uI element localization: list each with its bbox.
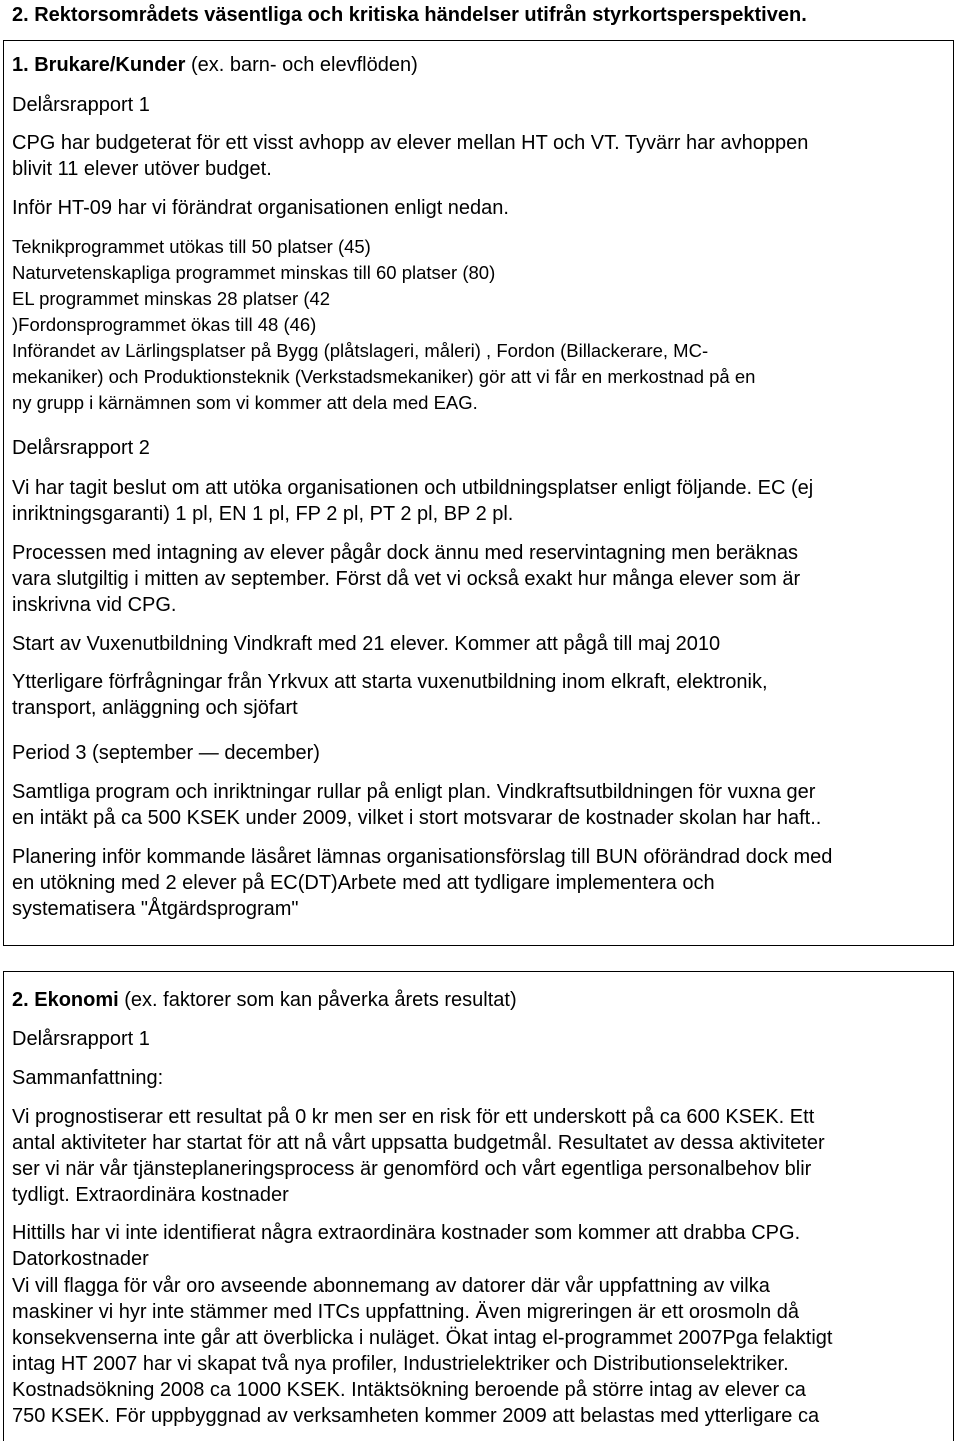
paragraph-line: Ytterligare förfrågningar från Yrkvux att starta vuxenutbildning inom elkraft, elektronik, bbox=[12, 671, 768, 693]
paragraph-line: Datorkostnader bbox=[12, 1248, 149, 1270]
paragraph-line: 750 KSEK. För uppbyggnad av verksamheten kommer 2009 att belastas med ytterligare ca bbox=[12, 1405, 820, 1427]
delarsrapport-2-label: Delårsrapport 2 bbox=[12, 437, 150, 459]
list-line: )Fordonsprogrammet ökas till 48 (46) bbox=[12, 314, 317, 335]
paragraph-line: Kostnadsökning 2008 ca 1000 KSEK. Intäktsökning beroende på större intag av elever ca bbox=[12, 1379, 806, 1401]
paragraph-line: CPG har budgeterat för ett visst avhopp av elever mellan HT och VT. Tyvärr har avhoppen bbox=[12, 132, 809, 154]
paragraph-line: antal aktiviteter har startat för att nå vårt uppsatta budgetmål. Resultatet av dessa aktiviteter bbox=[12, 1132, 825, 1154]
paragraph-line: en utökning med 2 elever på EC(DT)Arbete med att tydligare implementera och bbox=[12, 872, 715, 894]
list-line: EL programmet minskas 28 platser (42 bbox=[12, 288, 331, 309]
list-line: mekaniker) och Produktionsteknik (Verkstadsmekaniker) gör att vi får en merkostnad på en bbox=[12, 366, 756, 387]
paragraph-line: ser vi när vår tjänsteplaneringsprocess är genomförd och vårt egentliga personalbehov blir bbox=[12, 1158, 812, 1180]
paragraph-line: Start av Vuxenutbildning Vindkraft med 21 elever. Kommer att pågå till maj 2010 bbox=[12, 633, 721, 655]
list-line: ny grupp i kärnämnen som vi kommer att dela med EAG. bbox=[12, 392, 478, 413]
box-title-bold: 2. Ekonomi bbox=[12, 989, 119, 1011]
list-line: Teknikprogrammet utökas till 50 platser (45) bbox=[12, 236, 371, 257]
paragraph-line: Vi vill flagga för vår oro avseende abonnemang av datorer där vår uppfattning av vilka bbox=[12, 1275, 770, 1297]
paragraph-line: Vi har tagit beslut om att utöka organisationen och utbildningsplatser enligt följande. EC (ej bbox=[12, 477, 814, 499]
list-line: Naturvetenskapliga programmet minskas till 60 platser (80) bbox=[12, 262, 496, 283]
list-line: Införandet av Lärlingsplatser på Bygg (plåtslageri, måleri) , Fordon (Billackerare, MC- bbox=[12, 340, 709, 361]
paragraph-line: blivit 11 elever utöver budget. bbox=[12, 158, 272, 180]
paragraph-line: Hittills har vi inte identifierat några extraordinära kostnader som kommer att drabba CPG. bbox=[12, 1222, 801, 1244]
section-heading: 2. Rektorsområdets väsentliga och kritiska händelser utifrån styrkortsperspektiven. bbox=[12, 4, 807, 26]
paragraph-line: inskrivna vid CPG. bbox=[12, 594, 177, 616]
paragraph-line: vara slutgiltig i mitten av september. Först då vet vi också exakt hur många elever som är bbox=[12, 568, 801, 590]
paragraph-line: tydligt. Extraordinära kostnader bbox=[12, 1184, 289, 1206]
brukare-kunder-box bbox=[3, 40, 954, 946]
paragraph-line: maskiner vi hyr inte stämmer med ITCs uppfattning. Även migreringen är ett orosmoln då bbox=[12, 1301, 799, 1323]
paragraph-line: systematisera "Åtgärdsprogram" bbox=[12, 898, 299, 920]
summary-label: Sammanfattning: bbox=[12, 1067, 164, 1089]
ekonomi-box bbox=[3, 971, 954, 1441]
box-title bbox=[12, 987, 517, 1013]
paragraph-line: intag HT 2007 har vi skapat två nya profiler, Industrielektriker och Distributionselektriker. bbox=[12, 1353, 789, 1375]
delarsrapport-1-label: Delårsrapport 1 bbox=[12, 1028, 150, 1050]
paragraph-line: Vi prognostiserar ett resultat på 0 kr men ser en risk för ett underskott på ca 600 KSEK. Ett bbox=[12, 1106, 815, 1128]
paragraph-line: konsekvenserna inte går att överblicka i nuläget. Ökat intag el-programmet 2007Pga felaktigt bbox=[12, 1327, 833, 1349]
paragraph-line: Samtliga program och inriktningar rullar på enligt plan. Vindkraftsutbildningen för vuxna ger bbox=[12, 781, 816, 803]
paragraph-line: Processen med intagning av elever pågår dock ännu med reservintagning men beräknas bbox=[12, 542, 799, 564]
box-title-bold: 1. Brukare/Kunder bbox=[12, 54, 186, 76]
paragraph-line: en intäkt på ca 500 KSEK under 2009, vilket i stort motsvarar de kostnader skolan har haft.. bbox=[12, 807, 822, 829]
box-title bbox=[12, 52, 418, 78]
delarsrapport-1-label: Delårsrapport 1 bbox=[12, 94, 150, 116]
paragraph-line: Planering inför kommande läsåret lämnas organisationsförslag till BUN oförändrad dock med bbox=[12, 846, 833, 868]
box-title-rest: (ex. faktorer som kan påverka årets resultat) bbox=[118, 989, 517, 1011]
paragraph-line: Inför HT-09 har vi förändrat organisationen enligt nedan. bbox=[12, 197, 509, 219]
period-3-label: Period 3 (september — december) bbox=[12, 742, 320, 764]
paragraph-line: transport, anläggning och sjöfart bbox=[12, 697, 298, 719]
box-title-rest: (ex. barn- och elevflöden) bbox=[185, 54, 418, 76]
paragraph-line: inriktningsgaranti) 1 pl, EN 1 pl, FP 2 pl, PT 2 pl, BP 2 pl. bbox=[12, 503, 514, 525]
